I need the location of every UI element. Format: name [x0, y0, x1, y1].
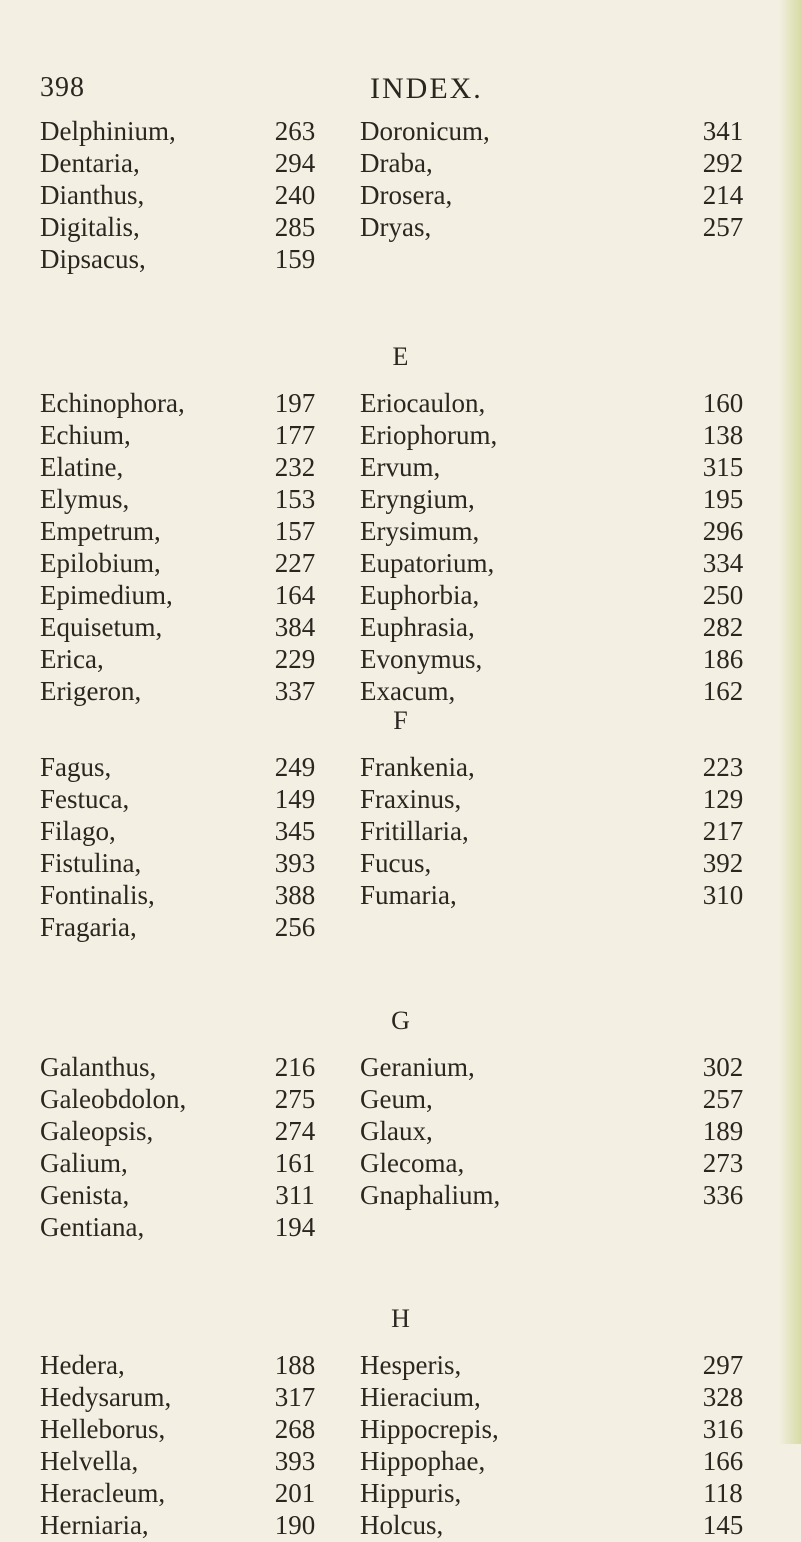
section-letter: E: [392, 342, 409, 371]
entry-page-right: 129: [702, 784, 744, 814]
entry-name-left: Delphinium,: [40, 116, 176, 146]
page-number: 398: [40, 72, 85, 103]
entry-page-right: 166: [702, 1446, 744, 1476]
entry-page-left: 249: [274, 752, 316, 782]
index-row: [0, 1148, 801, 1180]
entry-page-right: 273: [702, 1148, 744, 1178]
entry-page-left: 317: [274, 1382, 316, 1412]
index-row: [0, 816, 801, 848]
index-row: [0, 912, 801, 944]
index-row: [0, 244, 801, 276]
index-row: [0, 180, 801, 212]
entry-name-right: Erysimum,: [360, 516, 480, 546]
entry-name-left: Dipsacus,: [40, 244, 146, 274]
entry-page-right: 257: [702, 1084, 744, 1114]
entry-name-right: Exacum,: [360, 676, 456, 706]
entry-page-left: 232: [274, 452, 316, 482]
entry-name-right: Hippocrepis,: [360, 1414, 499, 1444]
entry-page-left: 274: [274, 1116, 316, 1146]
entry-page-left: 159: [274, 244, 316, 274]
entry-name-left: Echium,: [40, 420, 131, 450]
entry-name-left: Fragaria,: [40, 912, 137, 942]
entry-page-right: 341: [702, 116, 744, 146]
entry-name-right: Hieracium,: [360, 1382, 481, 1412]
entry-name-left: Elymus,: [40, 484, 130, 514]
entry-name-right: Eupatorium,: [360, 548, 495, 578]
entry-page-left: 227: [274, 548, 316, 578]
index-row: [0, 548, 801, 580]
entry-page-left: 240: [274, 180, 316, 210]
index-row: [0, 644, 801, 676]
entry-name-right: Geum,: [360, 1084, 433, 1114]
entry-page-right: 282: [702, 612, 744, 642]
section-letter: H: [391, 1304, 410, 1333]
index-row: [0, 880, 801, 912]
entry-name-right: Hippophae,: [360, 1446, 486, 1476]
index-row: [0, 612, 801, 644]
entry-name-left: Epimedium,: [40, 580, 173, 610]
entry-page-left: 384: [274, 612, 316, 642]
index-row: [0, 484, 801, 516]
entry-page-right: 296: [702, 516, 744, 546]
entry-page-right: 250: [702, 580, 744, 610]
index-row: [0, 784, 801, 816]
index-row: [0, 1510, 801, 1542]
entry-page-right: 217: [702, 816, 744, 846]
entry-name-right: Fraxinus,: [360, 784, 462, 814]
entry-page-right: 334: [702, 548, 744, 578]
entry-name-right: Hippuris,: [360, 1478, 462, 1508]
entry-name-left: Elatine,: [40, 452, 124, 482]
index-row: [0, 420, 801, 452]
entry-name-left: Fagus,: [40, 752, 112, 782]
entry-page-left: 190: [274, 1510, 316, 1540]
entry-name-right: Geranium,: [360, 1052, 475, 1082]
entry-name-right: Fritillaria,: [360, 816, 469, 846]
index-row: [0, 452, 801, 484]
entry-page-right: 189: [702, 1116, 744, 1146]
entry-page-right: 316: [702, 1414, 744, 1444]
entry-name-left: Echinophora,: [40, 388, 185, 418]
entry-page-left: 201: [274, 1478, 316, 1508]
entry-name-right: Fucus,: [360, 848, 432, 878]
entry-name-left: Galanthus,: [40, 1052, 157, 1082]
entry-name-left: Galeopsis,: [40, 1116, 154, 1146]
running-title: INDEX.: [370, 72, 483, 105]
entry-name-left: Fontinalis,: [40, 880, 155, 910]
entry-name-right: Euphorbia,: [360, 580, 480, 610]
entry-page-right: 138: [702, 420, 744, 450]
index-row: [0, 676, 801, 708]
entry-page-right: 162: [702, 676, 744, 706]
entry-name-right: Drosera,: [360, 180, 453, 210]
entry-name-left: Helvella,: [40, 1446, 139, 1476]
index-row: [0, 148, 801, 180]
entry-name-left: Empetrum,: [40, 516, 161, 546]
index-row: [0, 1084, 801, 1116]
entry-page-left: 393: [274, 848, 316, 878]
entry-page-left: 188: [274, 1350, 316, 1380]
entry-page-left: 311: [275, 1180, 315, 1210]
entry-name-left: Filago,: [40, 816, 116, 846]
entry-name-right: Holcus,: [360, 1510, 444, 1540]
entry-page-left: 153: [274, 484, 316, 514]
index-row: [0, 1382, 801, 1414]
entry-page-left: 393: [274, 1446, 316, 1476]
entry-name-left: Gentiana,: [40, 1212, 145, 1242]
entry-name-left: Erigeron,: [40, 676, 142, 706]
entry-name-right: Dryas,: [360, 212, 432, 242]
entry-page-right: 297: [702, 1350, 744, 1380]
entry-page-right: 118: [703, 1478, 743, 1508]
section-letter: F: [393, 706, 408, 735]
section-letter: G: [391, 1006, 410, 1035]
index-row: [0, 516, 801, 548]
entry-name-right: Fumaria,: [360, 880, 457, 910]
index-row: [0, 1116, 801, 1148]
index-row: [0, 752, 801, 784]
entry-page-right: 392: [702, 848, 744, 878]
entry-name-left: Digitalis,: [40, 212, 140, 242]
entry-name-left: Genista,: [40, 1180, 130, 1210]
entry-name-left: Dentaria,: [40, 148, 140, 178]
index-row: [0, 1478, 801, 1510]
index-row: [0, 1350, 801, 1382]
entry-name-left: Helleborus,: [40, 1414, 166, 1444]
entry-name-left: Festuca,: [40, 784, 130, 814]
entry-name-left: Galium,: [40, 1148, 128, 1178]
page-header: [0, 72, 801, 112]
entry-name-right: Ervum,: [360, 452, 441, 482]
entry-page-left: 194: [274, 1212, 316, 1242]
entry-page-right: 223: [702, 752, 744, 782]
entry-name-left: Hedysarum,: [40, 1382, 172, 1412]
entry-page-left: 285: [274, 212, 316, 242]
entry-name-left: Hedera,: [40, 1350, 125, 1380]
entry-name-left: Fistulina,: [40, 848, 142, 878]
entry-name-right: Gnaphalium,: [360, 1180, 501, 1210]
entry-name-right: Eriophorum,: [360, 420, 498, 450]
entry-page-right: 145: [702, 1510, 744, 1540]
entry-name-right: Hesperis,: [360, 1350, 462, 1380]
index-row: [0, 1180, 801, 1212]
entry-page-left: 164: [274, 580, 316, 610]
entry-name-right: Eriocaulon,: [360, 388, 486, 418]
entry-name-right: Euphrasia,: [360, 612, 475, 642]
index-row: [0, 388, 801, 420]
entry-page-right: 310: [702, 880, 744, 910]
entry-name-right: Eryngium,: [360, 484, 475, 514]
entry-name-left: Epilobium,: [40, 548, 161, 578]
entry-page-left: 268: [274, 1414, 316, 1444]
index-row: [0, 116, 801, 148]
entry-page-left: 157: [274, 516, 316, 546]
entry-name-left: Dianthus,: [40, 180, 145, 210]
entry-page-left: 263: [274, 116, 316, 146]
index-row: [0, 1414, 801, 1446]
entry-page-left: 388: [274, 880, 316, 910]
entry-page-right: 186: [702, 644, 744, 674]
entry-page-right: 315: [702, 452, 744, 482]
entry-name-right: Draba,: [360, 148, 433, 178]
entry-name-right: Frankenia,: [360, 752, 475, 782]
entry-page-right: 257: [702, 212, 744, 242]
entry-page-left: 294: [274, 148, 316, 178]
entry-page-right: 336: [702, 1180, 744, 1210]
index-row: [0, 1052, 801, 1084]
entry-page-right: 160: [702, 388, 744, 418]
entry-name-right: Glecoma,: [360, 1148, 465, 1178]
index-row: [0, 1446, 801, 1478]
entry-page-left: 337: [274, 676, 316, 706]
index-row: [0, 580, 801, 612]
entry-name-right: Doronicum,: [360, 116, 490, 146]
entry-page-right: 214: [702, 180, 744, 210]
index-row: [0, 1212, 801, 1244]
entry-name-left: Equisetum,: [40, 612, 163, 642]
entry-page-left: 216: [274, 1052, 316, 1082]
entry-name-left: Erica,: [40, 644, 104, 674]
entry-page-left: 256: [274, 912, 316, 942]
entry-name-left: Herniaria,: [40, 1510, 149, 1540]
entry-page-right: 292: [702, 148, 744, 178]
index-row: [0, 212, 801, 244]
entry-page-left: 229: [274, 644, 316, 674]
entry-page-left: 345: [274, 816, 316, 846]
entry-page-right: 195: [702, 484, 744, 514]
entry-page-right: 302: [702, 1052, 744, 1082]
entry-page-left: 149: [274, 784, 316, 814]
entry-page-right: 328: [702, 1382, 744, 1412]
entry-page-left: 161: [274, 1148, 316, 1178]
entry-page-left: 177: [274, 420, 316, 450]
entry-name-right: Evonymus,: [360, 644, 483, 674]
entry-name-right: Glaux,: [360, 1116, 433, 1146]
entry-page-left: 275: [274, 1084, 316, 1114]
index-row: [0, 848, 801, 880]
entry-name-left: Heracleum,: [40, 1478, 166, 1508]
entry-page-left: 197: [274, 388, 316, 418]
entry-name-left: Galeobdolon,: [40, 1084, 187, 1114]
